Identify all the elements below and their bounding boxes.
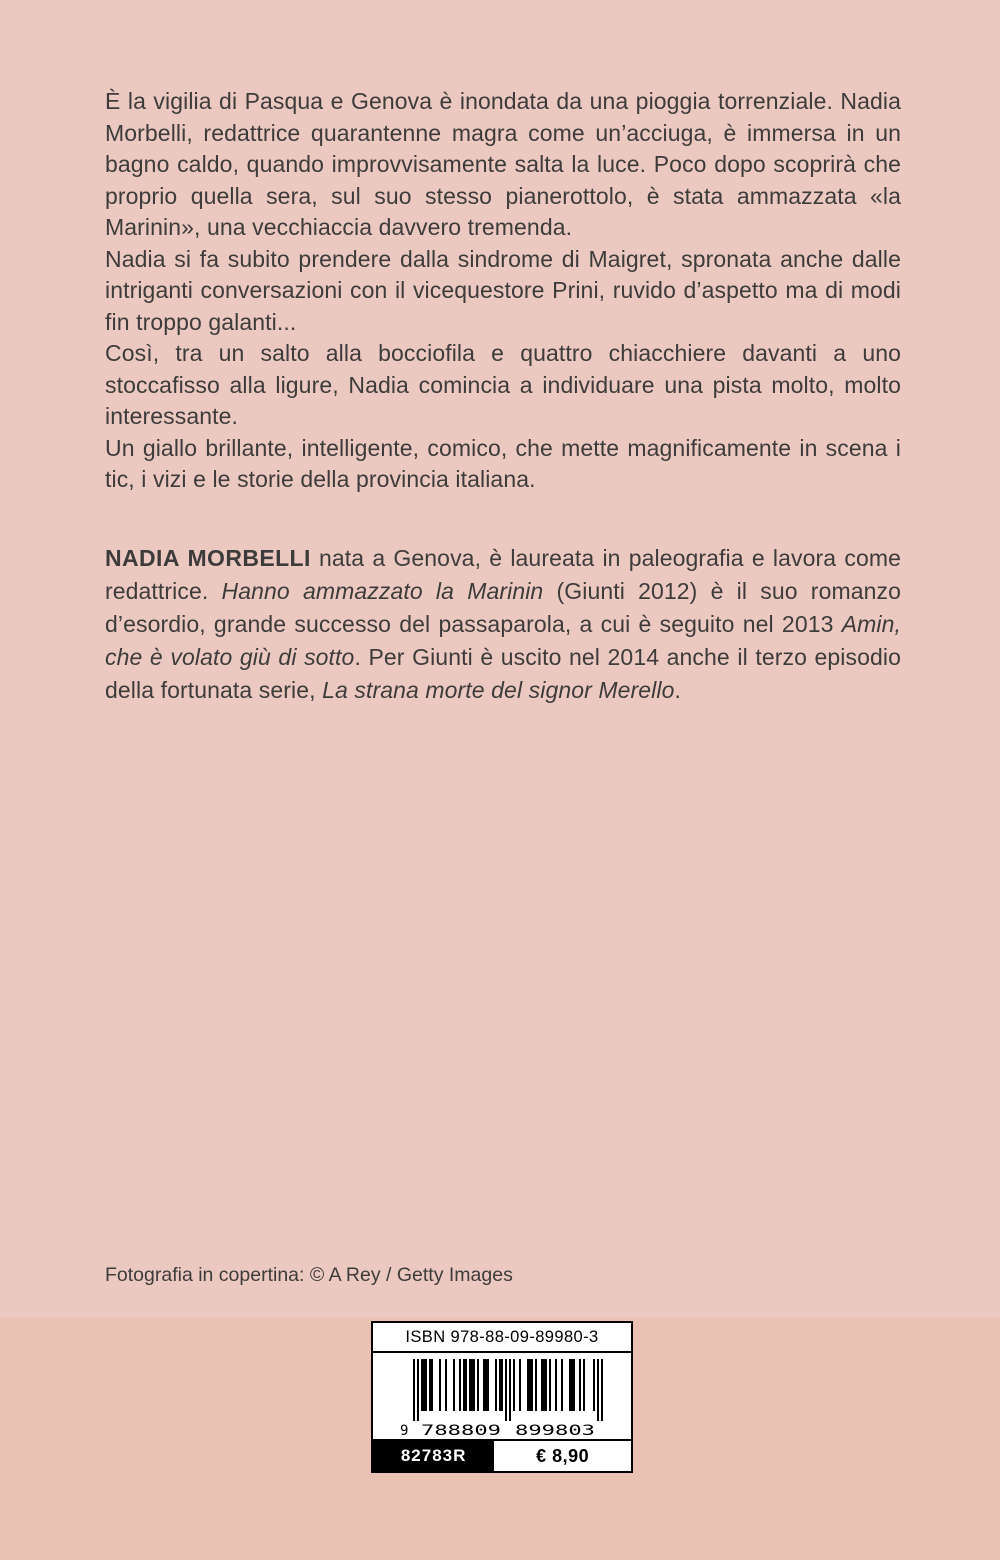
bio-segment: NADIA MORBELLI [105, 544, 311, 571]
svg-text:788809: 788809 [421, 1423, 501, 1437]
price: € 8,90 [494, 1441, 631, 1471]
synopsis-paragraph: È la vigilia di Pasqua e Genova è inondata da una pioggia torrenziale. Nadia Morbelli, redattrice quarantenne magra come un’acciuga, è immersa in un bagno caldo, quando improvvisamente salta la luce. Poco dopo scoprirà che proprio quella sera, sul suo stesso pianerottolo, è stata ammazzata «la Marinin», una vecchiaccia davvero tremenda. [105, 88, 901, 240]
svg-text:899803: 899803 [515, 1423, 595, 1437]
barcode-panel [371, 1321, 633, 1473]
synopsis-paragraph: Un giallo brillante, intelligente, comico, che mette magnificamente in scena i tic, i vizi e le storie della provincia italiana. [105, 434, 901, 492]
price-row [373, 1439, 631, 1471]
synopsis-paragraph: Così, tra un salto alla bocciofila e quattro chiacchiere davanti a uno stoccafisso alla ligure, Nadia comincia a individuare una pista molto, molto interessante. [105, 340, 901, 429]
bio-segment: Amin, che è volato giù di sotto [105, 610, 901, 670]
synopsis-paragraph: Nadia si fa subito prendere dalla sindrome di Maigret, spronata anche dalle intriganti conversazioni con il vicequestore Prini, ruvido d’aspetto ma di modi fin troppo galanti... [105, 245, 901, 335]
ean13-barcode [373, 1353, 631, 1439]
bio-segment: Hanno ammazzato la Marinin [221, 577, 544, 604]
photo-credit: Fotografia in copertina: © A Rey / Getty Images [105, 1264, 513, 1286]
author-bio [105, 542, 901, 707]
bio-segment: . Per Giunti è uscito nel 2014 anche il terzo episodio della fortunata serie, [105, 643, 901, 703]
back-cover-text [105, 86, 901, 730]
ean13-bars [399, 1359, 605, 1437]
bio-segment: . [674, 676, 681, 703]
bio-segment: (Giunti 2012) è il suo romanzo d’esordio, grande successo del passaparola, a cui è seguito nel 2013 [105, 577, 901, 637]
isbn-label: ISBN 978-88-09-89980-3 [373, 1323, 631, 1353]
bio-segment: nata a Genova, è laureata in paleografia e lavora come redattrice. [105, 544, 901, 604]
bio-segment: La strana morte del signor Merello [322, 676, 675, 703]
product-code: 82783R [373, 1441, 494, 1471]
svg-text:9: 9 [400, 1423, 409, 1437]
